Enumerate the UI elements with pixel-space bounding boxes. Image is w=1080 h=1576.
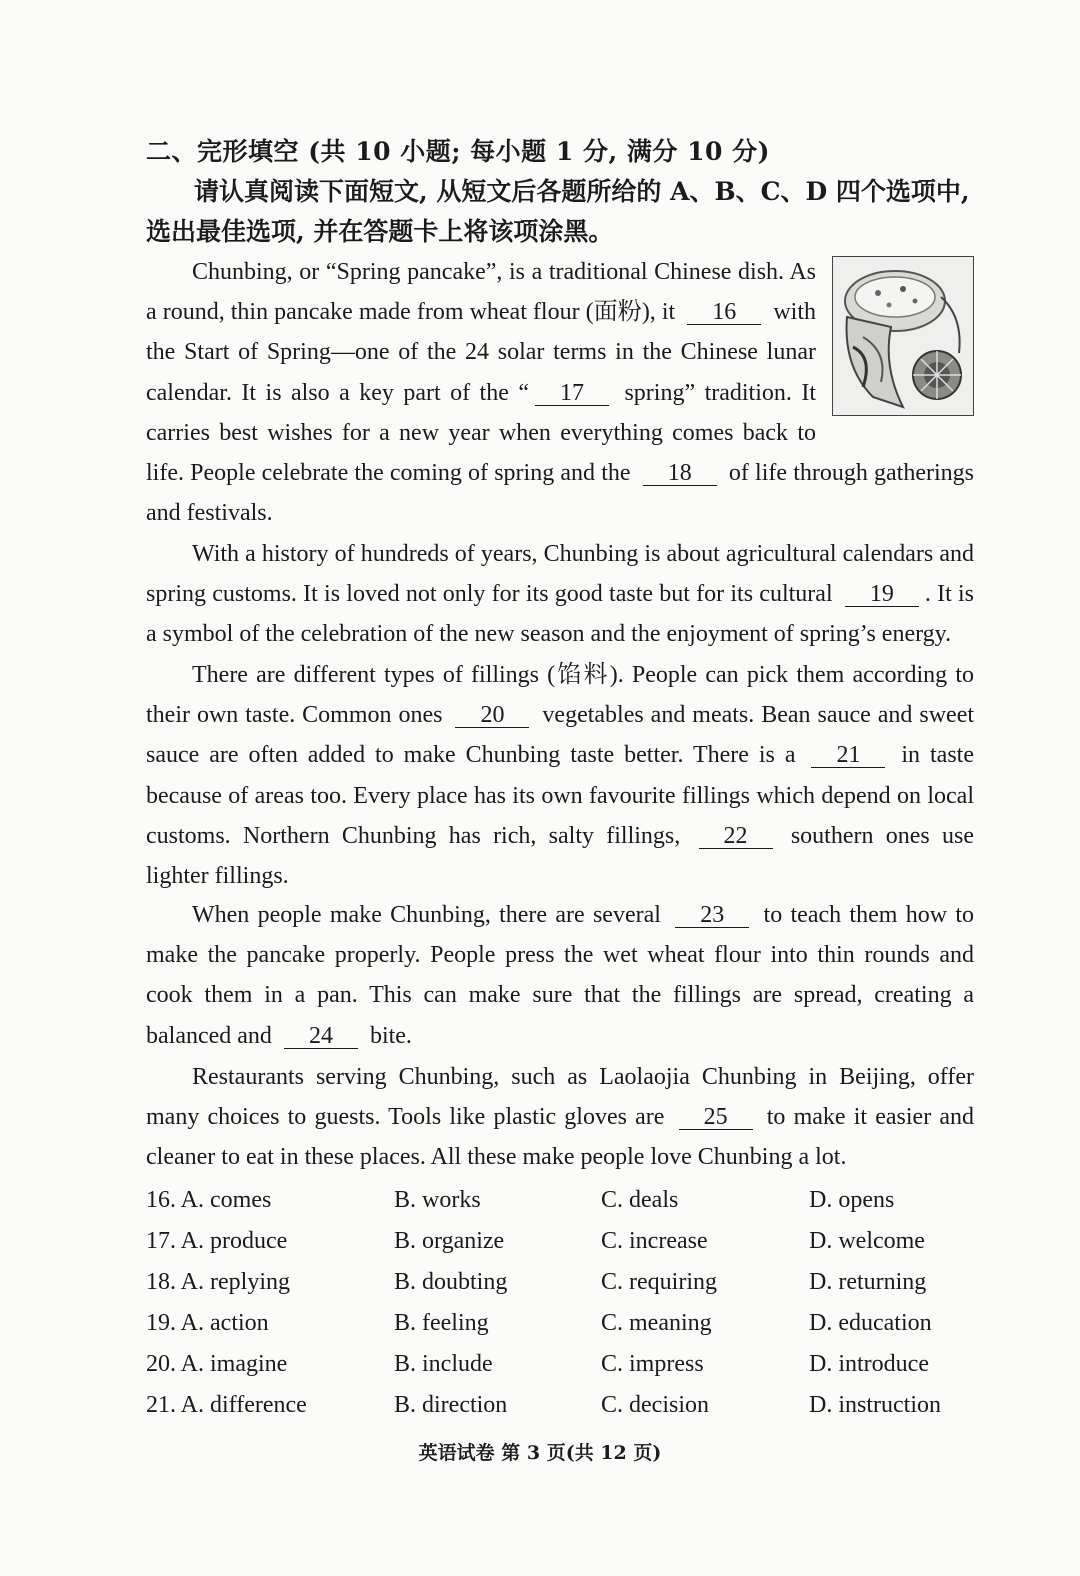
option-a: 20. A. imagine xyxy=(146,1351,288,1377)
passage-text: in taste because of areas too. Every place has its own favourite fillings which depend on local customs. Northern Chunbing has rich, salty fillings, xyxy=(146,742,974,849)
passage-text: to teach them how to make the pancake properly. People press the wet wheat flour into thin rounds and cook them in a pan. This can make sure that the fillings are spread, creating a balanced and xyxy=(146,902,974,1049)
question-17-options xyxy=(146,1221,976,1262)
passage-text: With a history of hundreds of years, Chunbing is about agricultural calendars and spring customs. It is loved not only for its good taste but for its cultural xyxy=(146,541,974,608)
option-a: 16. A. comes xyxy=(146,1187,272,1213)
blank-18: 18 xyxy=(643,461,717,486)
passage-text: southern ones use lighter fillings. xyxy=(146,822,975,890)
blank-16: 16 xyxy=(687,300,761,325)
instructions: 请认真阅读下面短文, 从短文后各题所给的 A、B、C、D 四个选项中, 选出最佳选项, 并在答题卡上将该项涂黑。 xyxy=(146,177,970,246)
passage-text: of life through gatherings and festivals. xyxy=(146,460,974,527)
option-c: C. deals xyxy=(601,1187,679,1213)
option-b: B. include xyxy=(394,1351,493,1377)
option-d: D. welcome xyxy=(809,1228,925,1254)
option-b: B. works xyxy=(394,1187,481,1213)
passage-text: Restaurants serving Chunbing, such as Laolaojia Chunbing in Beijing, offer many choices to guests. Tools like plastic gloves are xyxy=(146,1064,974,1131)
question-20-options xyxy=(146,1344,976,1385)
option-a: 17. A. produce xyxy=(146,1228,288,1254)
blank-24: 24 xyxy=(284,1024,358,1049)
option-b: B. organize xyxy=(394,1228,505,1254)
option-b: B. direction xyxy=(394,1392,508,1418)
blank-23: 23 xyxy=(675,903,749,928)
option-b: B. doubting xyxy=(394,1269,508,1295)
option-c: C. meaning xyxy=(601,1310,712,1336)
blank-20: 20 xyxy=(455,703,529,728)
passage-paragraph-4 xyxy=(146,895,974,1056)
blank-21: 21 xyxy=(811,743,885,768)
section-title: 二、完形填空 (共 10 小题; 每小题 1 分, 满分 10 分) xyxy=(146,137,770,166)
page-footer: 英语试卷 第 3 页(共 12 页) xyxy=(418,1442,662,1464)
passage-text: with the Start of Spring—one of the 24 solar terms in the Chinese lunar calendar. It is also a key part of the “ xyxy=(146,299,816,406)
question-18-options xyxy=(146,1262,976,1303)
option-a: 18. A. replying xyxy=(146,1269,290,1295)
answer-options xyxy=(146,1180,976,1426)
option-c: C. requiring xyxy=(601,1269,717,1295)
question-21-options xyxy=(146,1385,976,1426)
passage-paragraph-3 xyxy=(146,655,974,896)
blank-25: 25 xyxy=(679,1105,753,1130)
passage-text: When people make Chunbing, there are several xyxy=(192,902,661,928)
chunbing-photo xyxy=(832,256,974,416)
option-d: D. instruction xyxy=(809,1392,941,1418)
passage-text: to make it easier and cleaner to eat in these places. All these make people love Chunbing a lot. xyxy=(146,1104,975,1171)
passage-text: . It is a symbol of the celebration of the new season and the enjoyment of spring’s energy. xyxy=(146,581,975,648)
passage-paragraph-2 xyxy=(146,534,974,655)
option-d: D. opens xyxy=(809,1187,895,1213)
option-a: 19. A. action xyxy=(146,1310,269,1336)
passage-paragraph-5 xyxy=(146,1057,974,1178)
passage-paragraph-1 xyxy=(146,252,974,533)
option-c: C. decision xyxy=(601,1392,709,1418)
passage-text: vegetables and meats. Bean sauce and sweet sauce are often added to make Chunbing taste better. There is a xyxy=(146,702,975,769)
blank-19: 19 xyxy=(845,582,919,607)
question-16-options xyxy=(146,1180,976,1221)
blank-17: 17 xyxy=(535,381,609,406)
passage-text: spring” tradition. It carries best wishes for a new year when everything comes back to life. People celebrate the coming of spring and the xyxy=(146,379,816,487)
blank-22: 22 xyxy=(699,824,773,849)
passage-text: bite. xyxy=(369,1022,412,1049)
option-d: D. returning xyxy=(809,1269,927,1295)
option-c: C. increase xyxy=(601,1228,708,1254)
passage-text: There are different types of fillings (馅料). People can pick them according to their own taste. Common ones xyxy=(146,662,974,729)
passage-text: Chunbing, or “Spring pancake”, is a traditional Chinese dish. As a round, thin pancake made from wheat flour (面粉), it xyxy=(146,259,816,326)
option-d: D. introduce xyxy=(809,1351,929,1377)
question-19-options xyxy=(146,1303,976,1344)
option-d: D. education xyxy=(809,1310,932,1336)
option-b: B. feeling xyxy=(394,1310,489,1336)
option-a: 21. A. difference xyxy=(146,1392,307,1418)
option-c: C. impress xyxy=(601,1351,704,1377)
